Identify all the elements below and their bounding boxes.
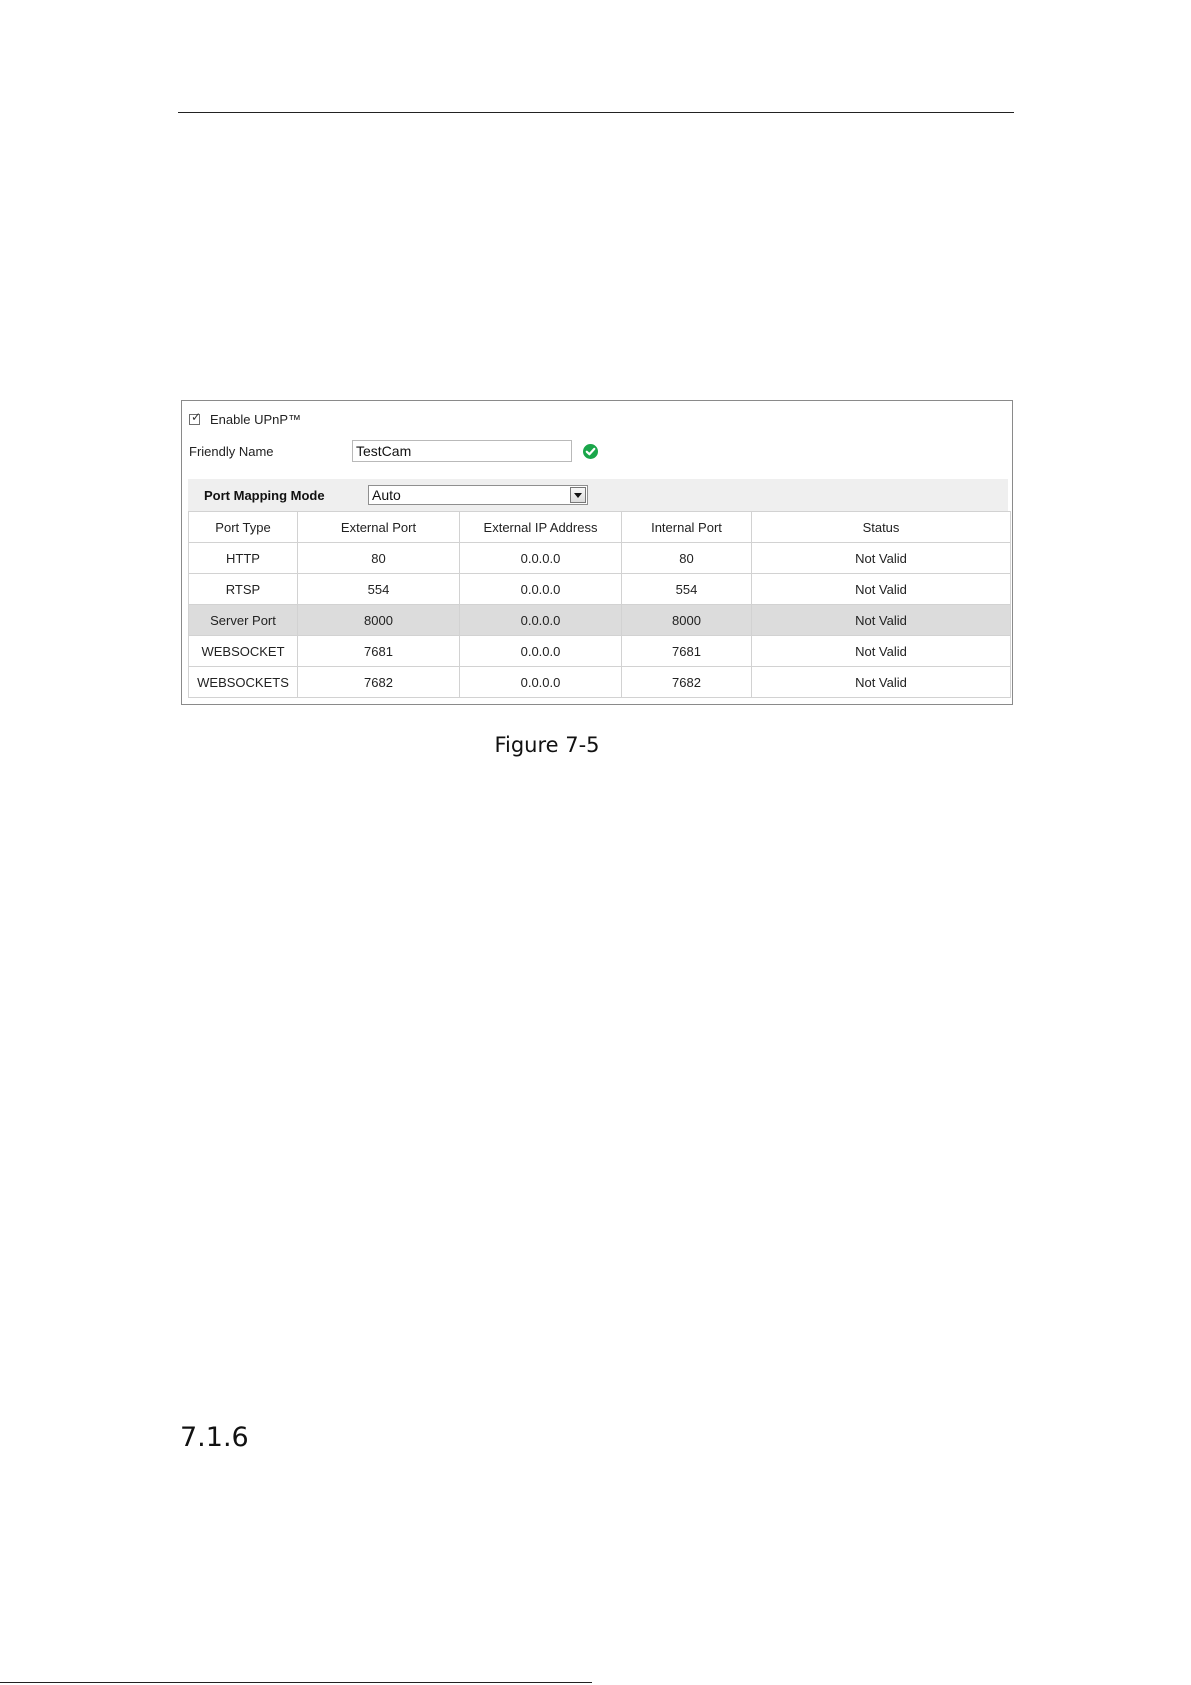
friendly-name-row (189, 440, 1009, 464)
table-header-row (189, 512, 1011, 543)
column-header-port-type: Port Type (189, 512, 298, 543)
table-row[interactable] (189, 636, 1011, 667)
cell-external-ip: 0.0.0.0 (460, 574, 622, 605)
cell-external-ip: 0.0.0.0 (460, 636, 622, 667)
column-header-external-ip: External IP Address (460, 512, 622, 543)
cell-port-type: WEBSOCKETS (189, 667, 298, 698)
port-mapping-mode-select[interactable] (368, 485, 588, 505)
upnp-settings-screenshot (181, 400, 1013, 705)
cell-status: Not Valid (752, 636, 1011, 667)
port-mapping-mode-row (188, 479, 1008, 511)
chevron-down-icon[interactable] (570, 487, 586, 503)
cell-port-type: WEBSOCKET (189, 636, 298, 667)
cell-external-port: 80 (298, 543, 460, 574)
table-row[interactable] (189, 543, 1011, 574)
port-mapping-mode-value: Auto (372, 487, 401, 503)
enable-upnp-label: Enable UPnP™ (210, 411, 302, 427)
cell-external-ip: 0.0.0.0 (460, 543, 622, 574)
table-row[interactable] (189, 574, 1011, 605)
cell-status: Not Valid (752, 605, 1011, 636)
valid-check-icon (583, 444, 598, 459)
cell-status: Not Valid (752, 667, 1011, 698)
cell-internal-port: 554 (622, 574, 752, 605)
cell-status: Not Valid (752, 574, 1011, 605)
enable-upnp-row[interactable] (189, 410, 301, 428)
section-heading-number: 7.1.6 (180, 1422, 249, 1453)
friendly-name-input[interactable] (352, 440, 572, 462)
cell-internal-port: 7681 (622, 636, 752, 667)
header-rule (178, 112, 1014, 113)
friendly-name-label: Friendly Name (189, 444, 274, 459)
cell-status: Not Valid (752, 543, 1011, 574)
cell-internal-port: 80 (622, 543, 752, 574)
port-mapping-mode-label: Port Mapping Mode (204, 488, 325, 503)
column-header-external-port: External Port (298, 512, 460, 543)
cell-external-port: 7681 (298, 636, 460, 667)
figure-caption: Figure 7-5 (494, 733, 600, 757)
check-icon: ✓ (191, 409, 202, 424)
cell-port-type: RTSP (189, 574, 298, 605)
enable-upnp-checkbox[interactable] (189, 409, 202, 425)
cell-external-port: 554 (298, 574, 460, 605)
footer-rule (0, 1682, 592, 1683)
cell-port-type: Server Port (189, 605, 298, 636)
cell-external-port: 8000 (298, 605, 460, 636)
cell-external-ip: 0.0.0.0 (460, 605, 622, 636)
table-row-highlighted[interactable] (189, 605, 1011, 636)
column-header-status: Status (752, 512, 1011, 543)
cell-internal-port: 7682 (622, 667, 752, 698)
cell-external-ip: 0.0.0.0 (460, 667, 622, 698)
cell-internal-port: 8000 (622, 605, 752, 636)
port-mapping-table (188, 511, 1011, 698)
column-header-internal-port: Internal Port (622, 512, 752, 543)
table-row[interactable] (189, 667, 1011, 698)
cell-port-type: HTTP (189, 543, 298, 574)
cell-external-port: 7682 (298, 667, 460, 698)
